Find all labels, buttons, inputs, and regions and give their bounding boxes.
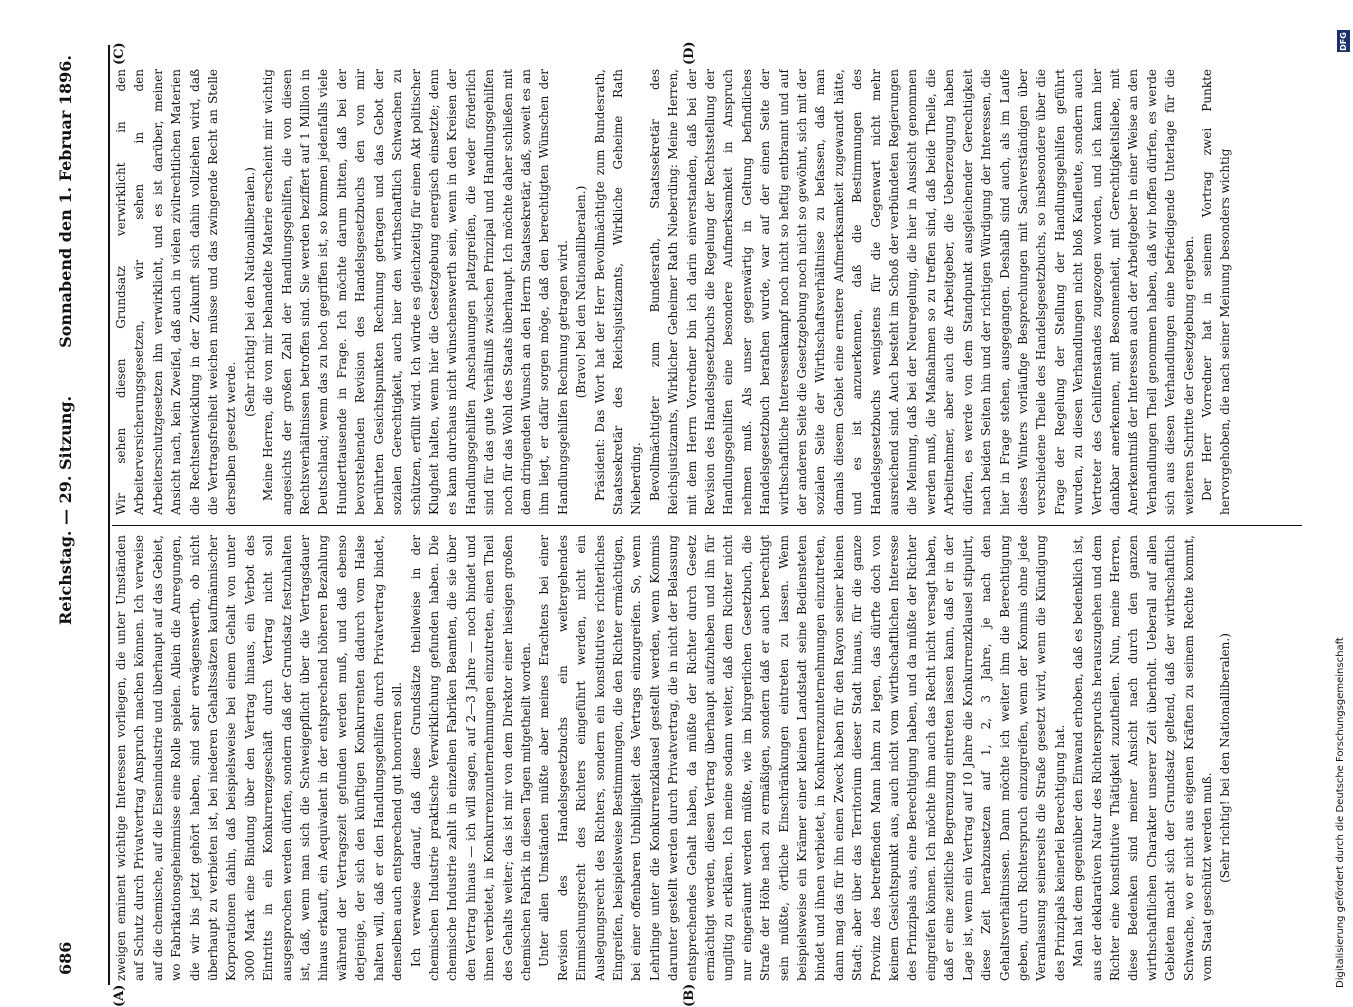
marker-d: (D) (682, 41, 697, 65)
rotated-page (50, 41, 1330, 1007)
header-left-title: Reichstag. — 29. Sitzung. (56, 395, 75, 625)
marker-b: (B) (682, 983, 697, 1007)
applause-note: (Bravo! bei den Nationalliberalen.) (574, 185, 589, 399)
page-header (50, 45, 90, 985)
column-divider (112, 525, 1302, 526)
left-column (112, 535, 1302, 981)
paragraph: Bevollmächtigter zum Bundesrath, Staatssekretär des Reichsjustizamts, Wirklicher Geheimer Rath Nieberding: Meine Herren, mit dem Herrn Vorredner bin ich darin einverstanden, daß bei der Revision des Handelsgesetzbuchs die Regelung der Rechtsstellung der Handlungsgehilfen eine besondere Aufmerksamkeit in Anspruch nehmen muß. Als unser gegenwärtig in Geltung befindliches Handelsgesetzbuch berathen wurde, war auf der einen Seite der wirthschaftliche Interessenkampf noch nicht so heftig entbrannt und auf der anderen Seite die Gesetzgebung noch nicht so gewöhnt, sich mit der sozialen Seite der Wirthschaftsverhältnisse zu befassen, daß man damals diesem Gebiet eine ernstere Aufmerksamkeit zugewandt hätte, und es ist anzuerkennen, daß die Bestimmungen des Handelsgesetzbuchs wenigstens für die Gegenwart nicht mehr ausreichend sind. Auch besteht im Schoß der verbündeten Regierungen die Meinung, daß bei der Neuregelung, die hier in Aussicht genommen werden muß, die Maßnahmen so zu treffen sind, daß beide Theile, die Arbeitnehmer, aber auch die Arbeitgeber, die Ueberzeugung haben dürfen, es werde von dem Standpunkt ausgleichender Gerechtigkeit nach beiden Seiten hin und der richtigen Würdigung der Interessen, die hier in Frage stehen, ausgegangen. Deshalb sind auch, als im Laufe dieses Winters vorläufige Besprechungen mit Sachverständigen über verschiedene Theile des Handelsgesetzbuchs, so insbesondere über die Frage der Regelung der Stellung der Handlungsgehilfen geführt wurden, zu diesen Verhandlungen nicht bloß Kaufleute, sondern auch Vertreter des Gehilfenstandes zugezogen worden, und ich kann hier dankbar anerkennen, mit Besonnenheit, mit Gerechtigkeitsliebe, mit Anerkenntniß der Interessen auch der Arbeitgeber in einer Weise an den Verhandlungen Theil genommen haben, daß wir hoffen dürfen, es werde sich aus diesen Verhandlungen eine befriedigende Unterlage für die weiteren Schritte der Gesetzgebung ergeben. (647, 69, 1196, 515)
header-right-date: Sonnabend den 1. Februar 1896. (56, 55, 75, 348)
paragraph: Meine Herren, die von mir behandelte Materie erscheint mir wichtig angesichts der großen Zahl der Handlungsgehilfen, die von diesen Rechtsverhältnissen betroffen sind. Sie werden beziffert auf 1 Million in Deutschland; wenn das zu hoch gegriffen ist, so kommen jedenfalls viele Hunderttausende in Frage. Ich möchte darum bitten, daß bei der bevorstehenden Revision des Handelsgesetzbuchs den von mir berührten Gesichtspunkten Rechnung getragen und das Gebot der sozialen Gerechtigkeit, auch hier den wirthschaftlich Schwachen zu schützen, erfüllt wird. Ich würde es gleichzeitig für einen Akt politischer Klugheit halten, wenn hier die Gesetzgebung energisch einsetzte; denn es kann durchaus nicht wünschenswerth sein, wenn in den Kreisen der Handlungsgehilfen Anschauungen platzgreifen, die weder förderlich sind für das gute Verhältniß zwischen Prinzipal und Handlungsgehilfen noch für das Wohl des Staats überhaupt. Ich möchte daher schließen mit dem dringenden Wunsch an den Herrn Staatssekretär, daß, soweit es an ihm liegt, er dafür sorgen möge, daß den berechtigten Wünschen der Handlungsgehilfen Rechnung getragen wird. (261, 69, 570, 515)
applause-note: (Sehr richtig! bei den Nationalliberalen.) (242, 167, 257, 417)
applause-note: (Sehr richtig! bei den Nationalliberalen.) (1218, 633, 1233, 883)
paragraph: Wir sehen diesen Grundsatz verwirklicht in den Arbeiterversicherungsgesetzen, wir sehen in den Arbeiterschutzgesetzen ihn verwirklicht, und es ist darüber, meiner Ansicht nach, kein Zweifel, daß auch in vielen zivilrechtlichen Materien die Rechtsentwicklung in der Zukunft sich dahin vollziehen wird, daß die Vertragsfreiheit weichen müsse und das zwingende Recht an Stelle derselben gesetzt werde. (114, 69, 239, 515)
paragraph: Der Herr Vorredner hat in seinem Vortrag zwei Punkte hervorgehoben, die nach seiner Meinung besonders wichtig (1199, 69, 1233, 515)
right-column (112, 69, 1302, 515)
paragraph: Man hat dem gegenüber den Einwand erhoben, daß es bedenklich ist, aus der deklarativen Natur des Richterspruchs herauszugehen und dem Richter eine konstitutive Thätigkeit zuzutheilen. Nun, meine Herren, diese Bedenken sind meiner Ansicht nach durch den ganzen wirthschaftlichen Charakter unserer Zeit überholt. Ueberall auf allen Gebieten macht sich der Grundsatz geltend, daß der wirthschaftlich Schwache, wo er nicht aus eigenen Kräften zu seinem Rechte kommt, vom Staat geschützt werden muß. (1071, 535, 1214, 981)
page-number: 686 (56, 941, 75, 975)
paragraph: zweigen eminent wichtige Interessen vorliegen, die unter Umständen auf Schutz durch Privatvertrag Anspruch machen können. Ich verweise auf die chemische, auf die Eisenindustrie und überhaupt auf das Gebiet, wo Fabrikationsgeheimnisse eine Rolle spielen. Allein die Anregungen, die wir bis jetzt gehört haben, sind sehr erwägenswerth, ob nicht überhaupt zu verbieten ist, bei niederen Gehaltssätzen kaufmännischer Korporationen dahin, daß beispielsweise bei einem Gehalt von unter 3000 Mark eine Bindung über den Vertrag hinaus, ein Verbot des Eintritts in ein Konkurrenzgeschäft durch Vertrag nicht soll ausgesprochen werden dürfen, sondern daß der Grundsatz festzuhalten ist, daß, wenn man sich die Schweigepflicht über die Vertragsdauer hinaus erkauft, ein Aequivalent in der entsprechend höheren Bezahlung während der Vertragszeit gefunden werden muß, und daß ebenso derjenige, der sich den künftigen Konkurrenten dadurch vom Halse halten will, daß er den Handlungsgehilfen durch Privatvertrag bindet, denselben auch entsprechend gut honoriren soll. (114, 535, 405, 981)
digitization-credit: Digitalisierung gefördert durch die Deutsche Forschungsgemeinschaft (1335, 637, 1346, 988)
marker-a: (A) (112, 984, 127, 1007)
paragraph: Unter allen Umständen müßte aber meines Erachtens bei einer Revision des Handelsgesetzbuchs ein weitergehendes Einmischungsrecht des Richters eingeführt werden, nicht ein Auslegungsrecht des Richters, sondern ein konstitutives richterliches Eingreifen, beispielsweise Bestimmungen, die den Richter ermächtigen, bei einer offenbaren Unbilligkeit des Vertrags einzugreifen. So, wenn Lehrlinge unter die Konkurrenzklausel gestellt werden, wenn Kommis darunter gestellt werden durch Privatvertrag, die in nicht der Belassung entsprechendes Gehalt haben, da müßte der Richter durch Gesetz ermächtigt werden, diesen Vertrag überhaupt aufzuheben und ihn für ungiltig zu erklären. Ich meine sodann weiter, daß dem Richter nicht nur eingeräumt werden müßte, wie im bürgerlichen Gesetzbuch, die Strafe der Höhe nach zu ermäßigen, sondern daß er auch berechtigt sein müßte, örtliche Einschränkungen eintreten zu lassen. Wenn beispielsweise ein Krämer einer kleinen Landstadt seine Bediensteten bindet und ihnen verbietet, in Konkurrenzunternehmungen einzutreten, dann mag das für ihn einen Zweck haben für den Rayon seiner kleinen Stadt; aber über das Territorium dieser Stadt hinaus, für die ganze Provinz des betreffenden Mann lahm zu legen, das dürfte doch von keinem Gesichtspunkt aus, auch nicht vom wirthschaftlichen Interesse des Prinzipals aus, eine Berechtigung haben, und da müßte der Richter eingreifen können. Ich möchte ihm auch das Recht nicht versagt haben, daß er eine zeitliche Begrenzung eintreten lassen kann, daß er in der Lage ist, wenn ein Vertrag auf 10 Jahre die Konkurrenzklausel stipulirt, diese Zeit herabzusetzen auf 1, 2, 3 Jahre, je nach den Gehaltsverhältnissen. Dann möchte ich weiter ihm die Berechtigung geben, durch Richterspruch einzugreifen, wenn der Kommis ohne jede Veranlassung seinerseits die Straße gesetzt wird, wenn die Kündigung des Prinzipals keinerlei Berechtigung hat. (537, 535, 1067, 981)
header-rule (108, 45, 110, 985)
marker-c: (C) (112, 42, 127, 65)
paragraph: Präsident: Das Wort hat der Herr Bevollmächtigte zum Bundesrath, Staatssekretär des Reichsjustizamts, Wirkliche Geheime Rath Nieberding. (592, 69, 644, 515)
dfg-logo-text: DFG (1339, 31, 1349, 51)
paragraph: Ich verweise darauf, daß diese Grundsätze theilweise in der chemischen Industrie praktische Verwirklichung gefunden haben. Die chemische Industrie zahlt in einzelnen Fabriken Beamten, die sie über den Vertrag hinaus — ich will sagen, auf 2—3 Jahre — noch bindet und ihnen verbietet, in Konkurrenzunternehmungen einzutreten, einen Theil des Gehalts weiter; das ist mir von dem Direktor einer hiesigen großen chemischen Fabrik in diesen Tagen mitgetheilt worden. (408, 535, 533, 981)
dfg-logo (1337, 30, 1350, 52)
